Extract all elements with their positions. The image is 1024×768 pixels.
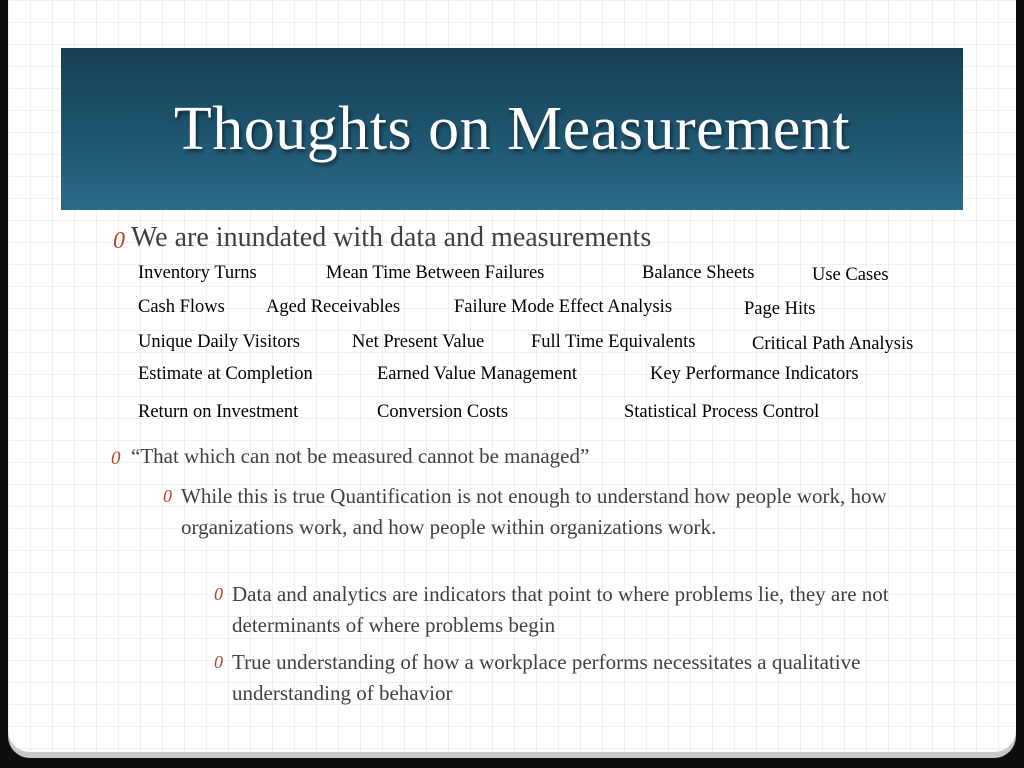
metric-label: Page Hits xyxy=(744,299,816,319)
metric-label: Return on Investment xyxy=(138,402,299,422)
metric-label: Failure Mode Effect Analysis xyxy=(454,297,673,317)
bullet-marker: 0 xyxy=(113,228,125,254)
title-band xyxy=(61,48,963,210)
metric-label: Earned Value Management xyxy=(377,364,577,384)
sub-sub-bullet: True understanding of how a workplace performs necessitates a qualitative understanding of behavior xyxy=(232,650,861,705)
slide xyxy=(8,0,1016,752)
metric-label: Estimate at Completion xyxy=(138,364,313,384)
metric-label: Conversion Costs xyxy=(377,402,509,422)
bullet-marker: 0 xyxy=(214,652,223,672)
bullet-marker: 0 xyxy=(111,448,121,469)
sub-sub-bullet: Data and analytics are indicators that point to where problems lie, they are not determinants of where problems begin xyxy=(232,582,889,637)
bullet-marker: 0 xyxy=(214,584,223,604)
metric-label: Cash Flows xyxy=(138,297,225,317)
metric-label: Statistical Process Control xyxy=(624,402,820,422)
metric-label: Net Present Value xyxy=(352,332,485,352)
sub-bullet: While this is true Quantification is not enough to understand how people work, how organizations work, and how people within organizations work. xyxy=(181,484,887,539)
metric-label: Critical Path Analysis xyxy=(752,334,914,354)
bullet-marker: 0 xyxy=(163,486,172,506)
metric-label: Full Time Equivalents xyxy=(531,332,696,352)
quote-bullet: “That which can not be measured cannot be managed” xyxy=(131,444,590,468)
metric-label: Balance Sheets xyxy=(642,263,755,283)
slide-title: Thoughts on Measurement xyxy=(173,94,851,163)
metric-label: Use Cases xyxy=(812,265,889,285)
metric-label: Unique Daily Visitors xyxy=(138,332,300,352)
metric-label: Inventory Turns xyxy=(138,263,257,283)
metric-label: Aged Receivables xyxy=(266,297,401,317)
main-bullet: We are inundated with data and measurements xyxy=(131,222,652,253)
metric-label: Key Performance Indicators xyxy=(650,364,859,384)
metric-label: Mean Time Between Failures xyxy=(326,263,545,283)
